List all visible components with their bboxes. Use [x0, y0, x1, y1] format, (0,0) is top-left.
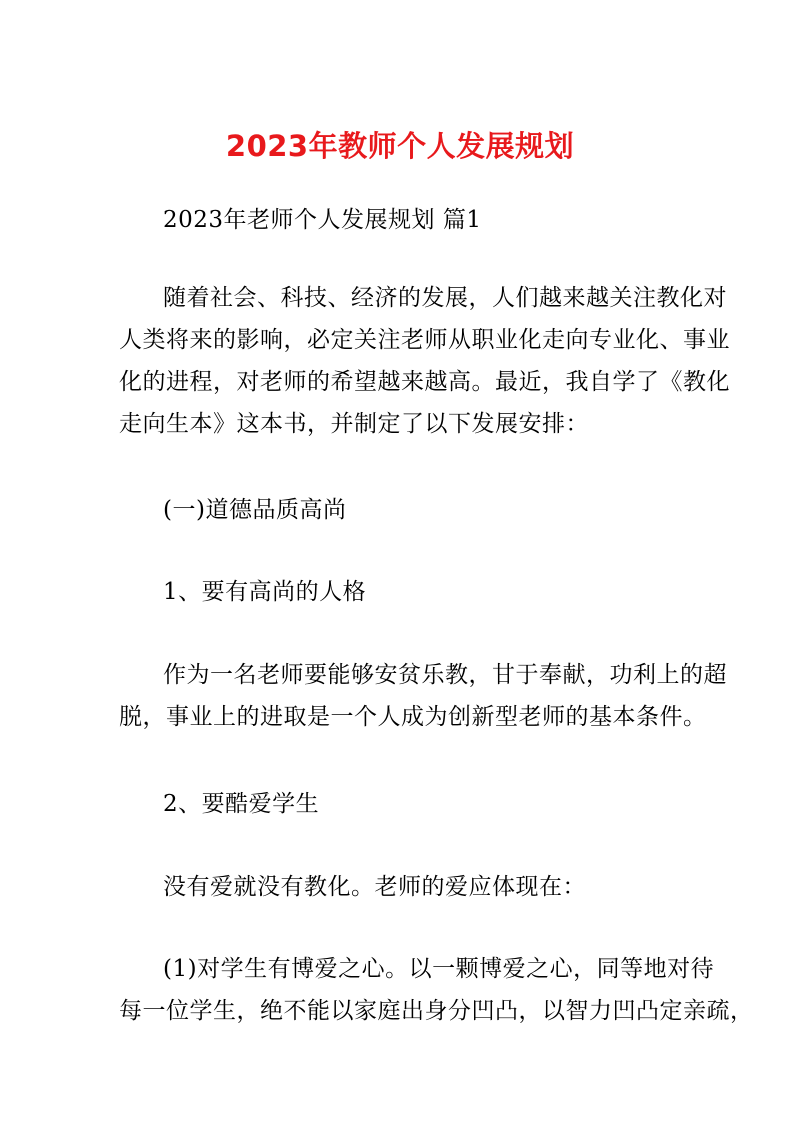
- item-heading-2: 2、要酷爱学生: [163, 791, 320, 817]
- document-title: 2023年教师个人发展规划: [225, 129, 575, 163]
- section-heading-1: (一)道德品质高尚: [163, 497, 347, 523]
- paragraph-line: 人类将来的影响，必定关注老师从职业化走向专业化、事业: [119, 327, 730, 353]
- paragraph-line: 每一位学生，绝不能以家庭出身分凹凸，以智力凹凸定亲疏，: [119, 998, 754, 1024]
- paragraph-line: 走向生本》这本书，并制定了以下发展安排：: [119, 411, 589, 437]
- paragraph-line: 脱，事业上的进取是一个人成为创新型老师的基本条件。: [119, 704, 707, 730]
- paragraph-item2: 没有爱就没有教化。老师的爱应体现在：: [163, 874, 586, 900]
- paragraph-item1: [119, 654, 727, 738]
- paragraph-line: 随着社会、科技、经济的发展，人们越来越关注教化对: [163, 285, 727, 311]
- paragraph-intro: [119, 277, 730, 445]
- paragraph-line: (1)对学生有博爱之心。以一颗博爱之心，同等地对待: [163, 956, 715, 982]
- paragraph-line: 作为一名老师要能够安贫乐教，甘于奉献，功利上的超: [163, 662, 727, 688]
- document-subtitle: 2023年老师个人发展规划 篇1: [163, 207, 482, 233]
- paragraph-item2-sub1: [119, 948, 754, 1032]
- paragraph-line: 化的进程，对老师的希望越来越高。最近，我自学了《教化: [119, 369, 730, 395]
- item-heading-1: 1、要有高尚的人格: [163, 579, 367, 605]
